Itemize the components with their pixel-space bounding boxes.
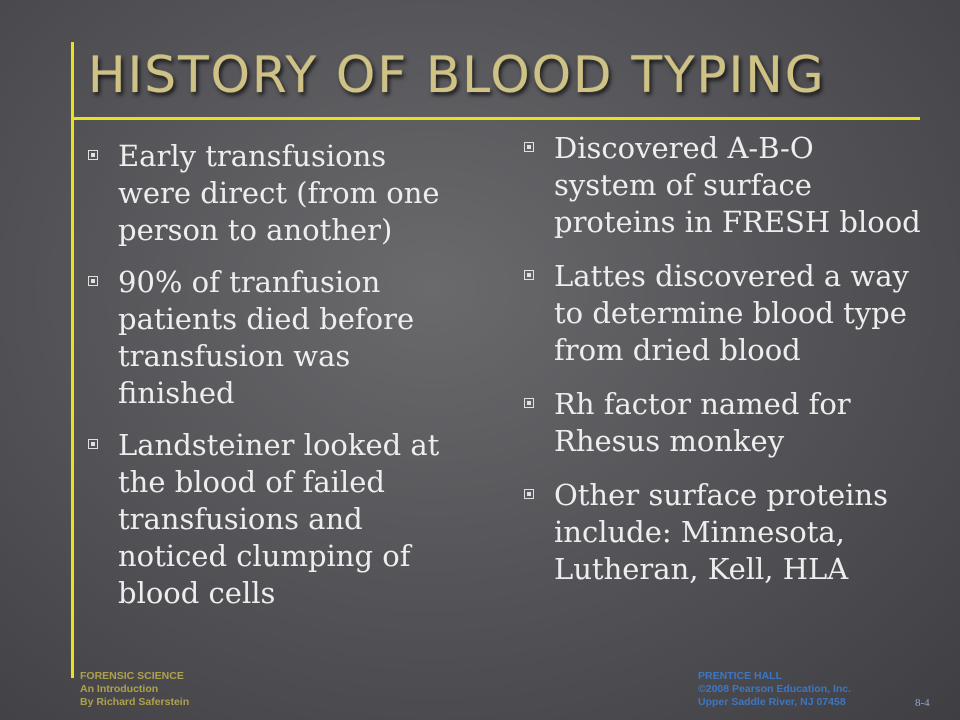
right-bullet-list	[524, 130, 924, 605]
footer-book-author: By Richard Saferstein	[80, 696, 190, 708]
bullet-text: Other surface proteins include: Minnesota, Lutheran, Kell, HLA	[554, 478, 888, 586]
slide-title: HISTORY OF BLOOD TYPING	[88, 46, 826, 104]
square-bullet-icon	[524, 142, 534, 152]
right-bullet-item	[524, 386, 924, 460]
footer-publisher-address: Upper Saddle River, NJ 07458	[698, 696, 846, 708]
footer-publisher-credit	[698, 670, 851, 709]
left-bullet-list	[88, 138, 468, 627]
right-bullet-item	[524, 130, 924, 241]
square-bullet-icon	[88, 276, 98, 286]
bullet-text: Early transfusions were direct (from one person to another)	[118, 139, 440, 247]
footer-book-subtitle: An Introduction	[80, 683, 159, 695]
left-bullet-item	[88, 427, 468, 612]
left-bullet-item	[88, 138, 468, 249]
horizontal-accent-rule	[71, 117, 920, 120]
footer-book-credit	[80, 670, 189, 709]
square-bullet-icon	[524, 398, 534, 408]
right-bullet-item	[524, 258, 924, 369]
square-bullet-icon	[524, 489, 534, 499]
left-bullet-item	[88, 264, 468, 412]
footer-publisher-name: PRENTICE HALL	[698, 670, 782, 682]
footer-copyright: ©2008 Pearson Education, Inc.	[698, 683, 852, 695]
bullet-text: Rh factor named for Rhesus monkey	[554, 387, 851, 458]
vertical-accent-rule	[71, 42, 74, 678]
square-bullet-icon	[88, 439, 98, 449]
bullet-text: 90% of tranfusion patients died before transfusion was finished	[118, 265, 415, 410]
page-number: 8-4	[915, 697, 930, 709]
square-bullet-icon	[524, 270, 534, 280]
footer-book-title: FORENSIC SCIENCE	[80, 670, 184, 682]
bullet-text: Lattes discovered a way to determine blood type from dried blood	[554, 259, 909, 367]
bullet-text: Landsteiner looked at the blood of failed transfusions and noticed clumping of blood cells	[118, 428, 440, 610]
square-bullet-icon	[88, 150, 98, 160]
right-bullet-item	[524, 477, 924, 588]
bullet-text: Discovered A-B-O system of surface proteins in FRESH blood	[554, 131, 921, 239]
